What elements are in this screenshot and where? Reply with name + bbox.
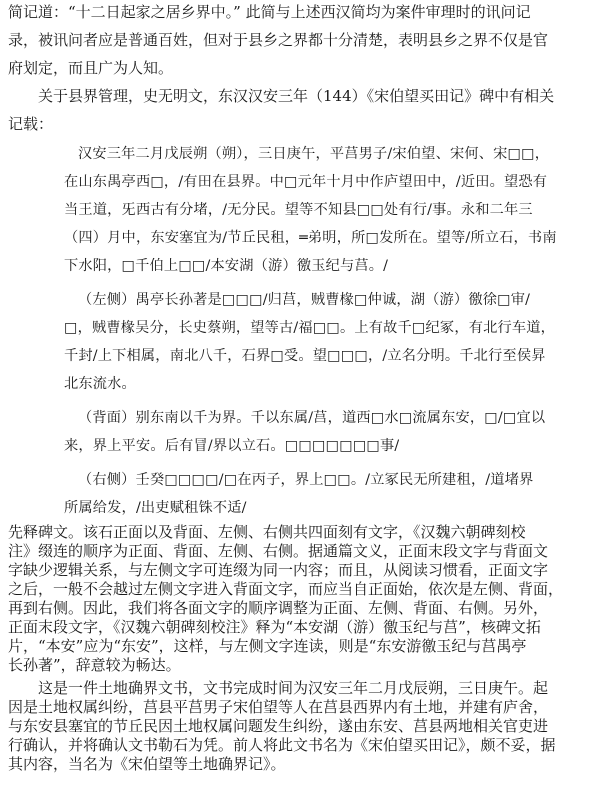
inscription-front-line: 下水阳，□千伯上□□/本安湖（游）徼玉纪与莒。/ — [64, 258, 389, 274]
paragraph-4-line: 行确认，并将确认文书勒石为凭。前人将此文书名为《宋伯望买田记》，颇不妥，据 — [8, 736, 556, 754]
inscription-front-line: 汉安三年二月戊辰朔（朔），三日庚午，平莒男子/宋伯望、宋何、宋□□， — [78, 146, 550, 162]
inscription-front-line: （四）月中，东安塞宜为/节丘民租，═弟明，所□发所在。望等/所立石，书南 — [64, 230, 557, 246]
paragraph-3-line: 长孙著”，辞意较为畅达。 — [8, 656, 181, 674]
paragraph-3-line: 正面末段文字，《汉魏六朝碑刻校注》释为“本安湖（游）徼玉纪与莒”，核碑文拓 — [8, 618, 541, 636]
inscription-left-side-line: □，贼曹椽吴分，长史蔡朔，望等古/福□□。上有故千□纪冢，有北行车道， — [64, 320, 556, 336]
paragraph-3-line: 之后，一般不会越过左侧文字进入背面文字，而应当自正面始，依次是左侧、背面， — [8, 580, 564, 598]
inscription-front-line: 当王道，旡西古有分堵，/无分民。望等不知县□□处有行/事。永和二年三 — [64, 202, 533, 218]
paragraph-3-line: 片，“本安”应为“东安”，这样，与左侧文字连读，则是“东安游徼玉纪与莒禺亭 — [8, 637, 527, 655]
paragraph-4-line: 其内容，当名为《宋伯望等土地确界记》。 — [8, 755, 286, 773]
paragraph-3-line: 再到右侧。因此，我们将各面文字的顺序调整为正面、左侧、背面、右侧。另外， — [8, 599, 549, 617]
paragraph-2-line: 记载： — [8, 115, 54, 133]
paragraph-4-line: 这是一件土地确界文书，文书完成时间为汉安三年二月戊辰朔，三日庚午。起 — [38, 679, 549, 697]
inscription-left-side-line: 千封/上下相属，南北八千，石界□受。望□□□，/立名分明。千北行至侯昇 — [64, 348, 546, 364]
paragraph-3-line: 字缺少逻辑关系，与左侧文字可连缀为同一内容；而且，从阅读习惯看，正面文字 — [8, 561, 549, 579]
paragraph-4-line: 因是土地权属纠纷，莒县平莒男子宋伯望等人在莒县西界内有土地，并建有庐舍， — [8, 698, 549, 716]
inscription-right-side-line: 所属给发，/出吏赋租铢不适/ — [64, 500, 247, 516]
inscription-left-side-line: 北东流水。 — [64, 376, 136, 392]
inscription-left-side-line: （左侧）禺亭长孙著是□□□/归莒，贼曹椽□仲诚，湖（游）徼徐□审/ — [78, 292, 531, 308]
paragraph-4-line: 与东安县塞宜的节丘民因土地权属问题发生纠纷，遂由东安、莒县两地相关官吏进 — [8, 717, 549, 735]
paragraph-2-line: 关于县界管理，史无明文，东汉汉安三年（144）《宋伯望买田记》碑中有相关 — [38, 87, 555, 105]
paragraph-1-line: 简记道：“十二日起家之居乡界中。” 此简与上述西汉简均为案件审理时的讯问记 — [8, 3, 531, 21]
inscription-front-line: 在山东禺亭西□，/有田在县界。中□元年十月中作庐望田中，/近田。望恐有 — [64, 174, 548, 190]
inscription-back-line: （背面）别东南以千为界。千以东属/莒，道西□水□流属东安，□/□宜以 — [78, 410, 546, 426]
paragraph-1-line: 录，被讯问者应是普通百姓，但对于县乡之界都十分清楚，表明县乡之界不仅是官 — [8, 31, 549, 49]
inscription-back-line: 来，界上平安。后有冒/界以立石。□□□□□□□事/ — [64, 438, 400, 454]
inscription-right-side-line: （右侧）壬癸□□□□/□在丙子，界上□□。/立冢民无所建租，/道堵界 — [78, 472, 534, 488]
paragraph-1-line: 府划定，而且广为人知。 — [8, 59, 174, 77]
paragraph-3-line: 先释碑文。该石正面以及背面、左侧、右侧共四面刻有文字，《汉魏六朝碑刻校 — [8, 523, 526, 541]
paragraph-3-line: 注》缀连的顺序为正面、背面、左侧、右侧。据通篇文义，正面末段文字与背面文 — [8, 542, 549, 560]
